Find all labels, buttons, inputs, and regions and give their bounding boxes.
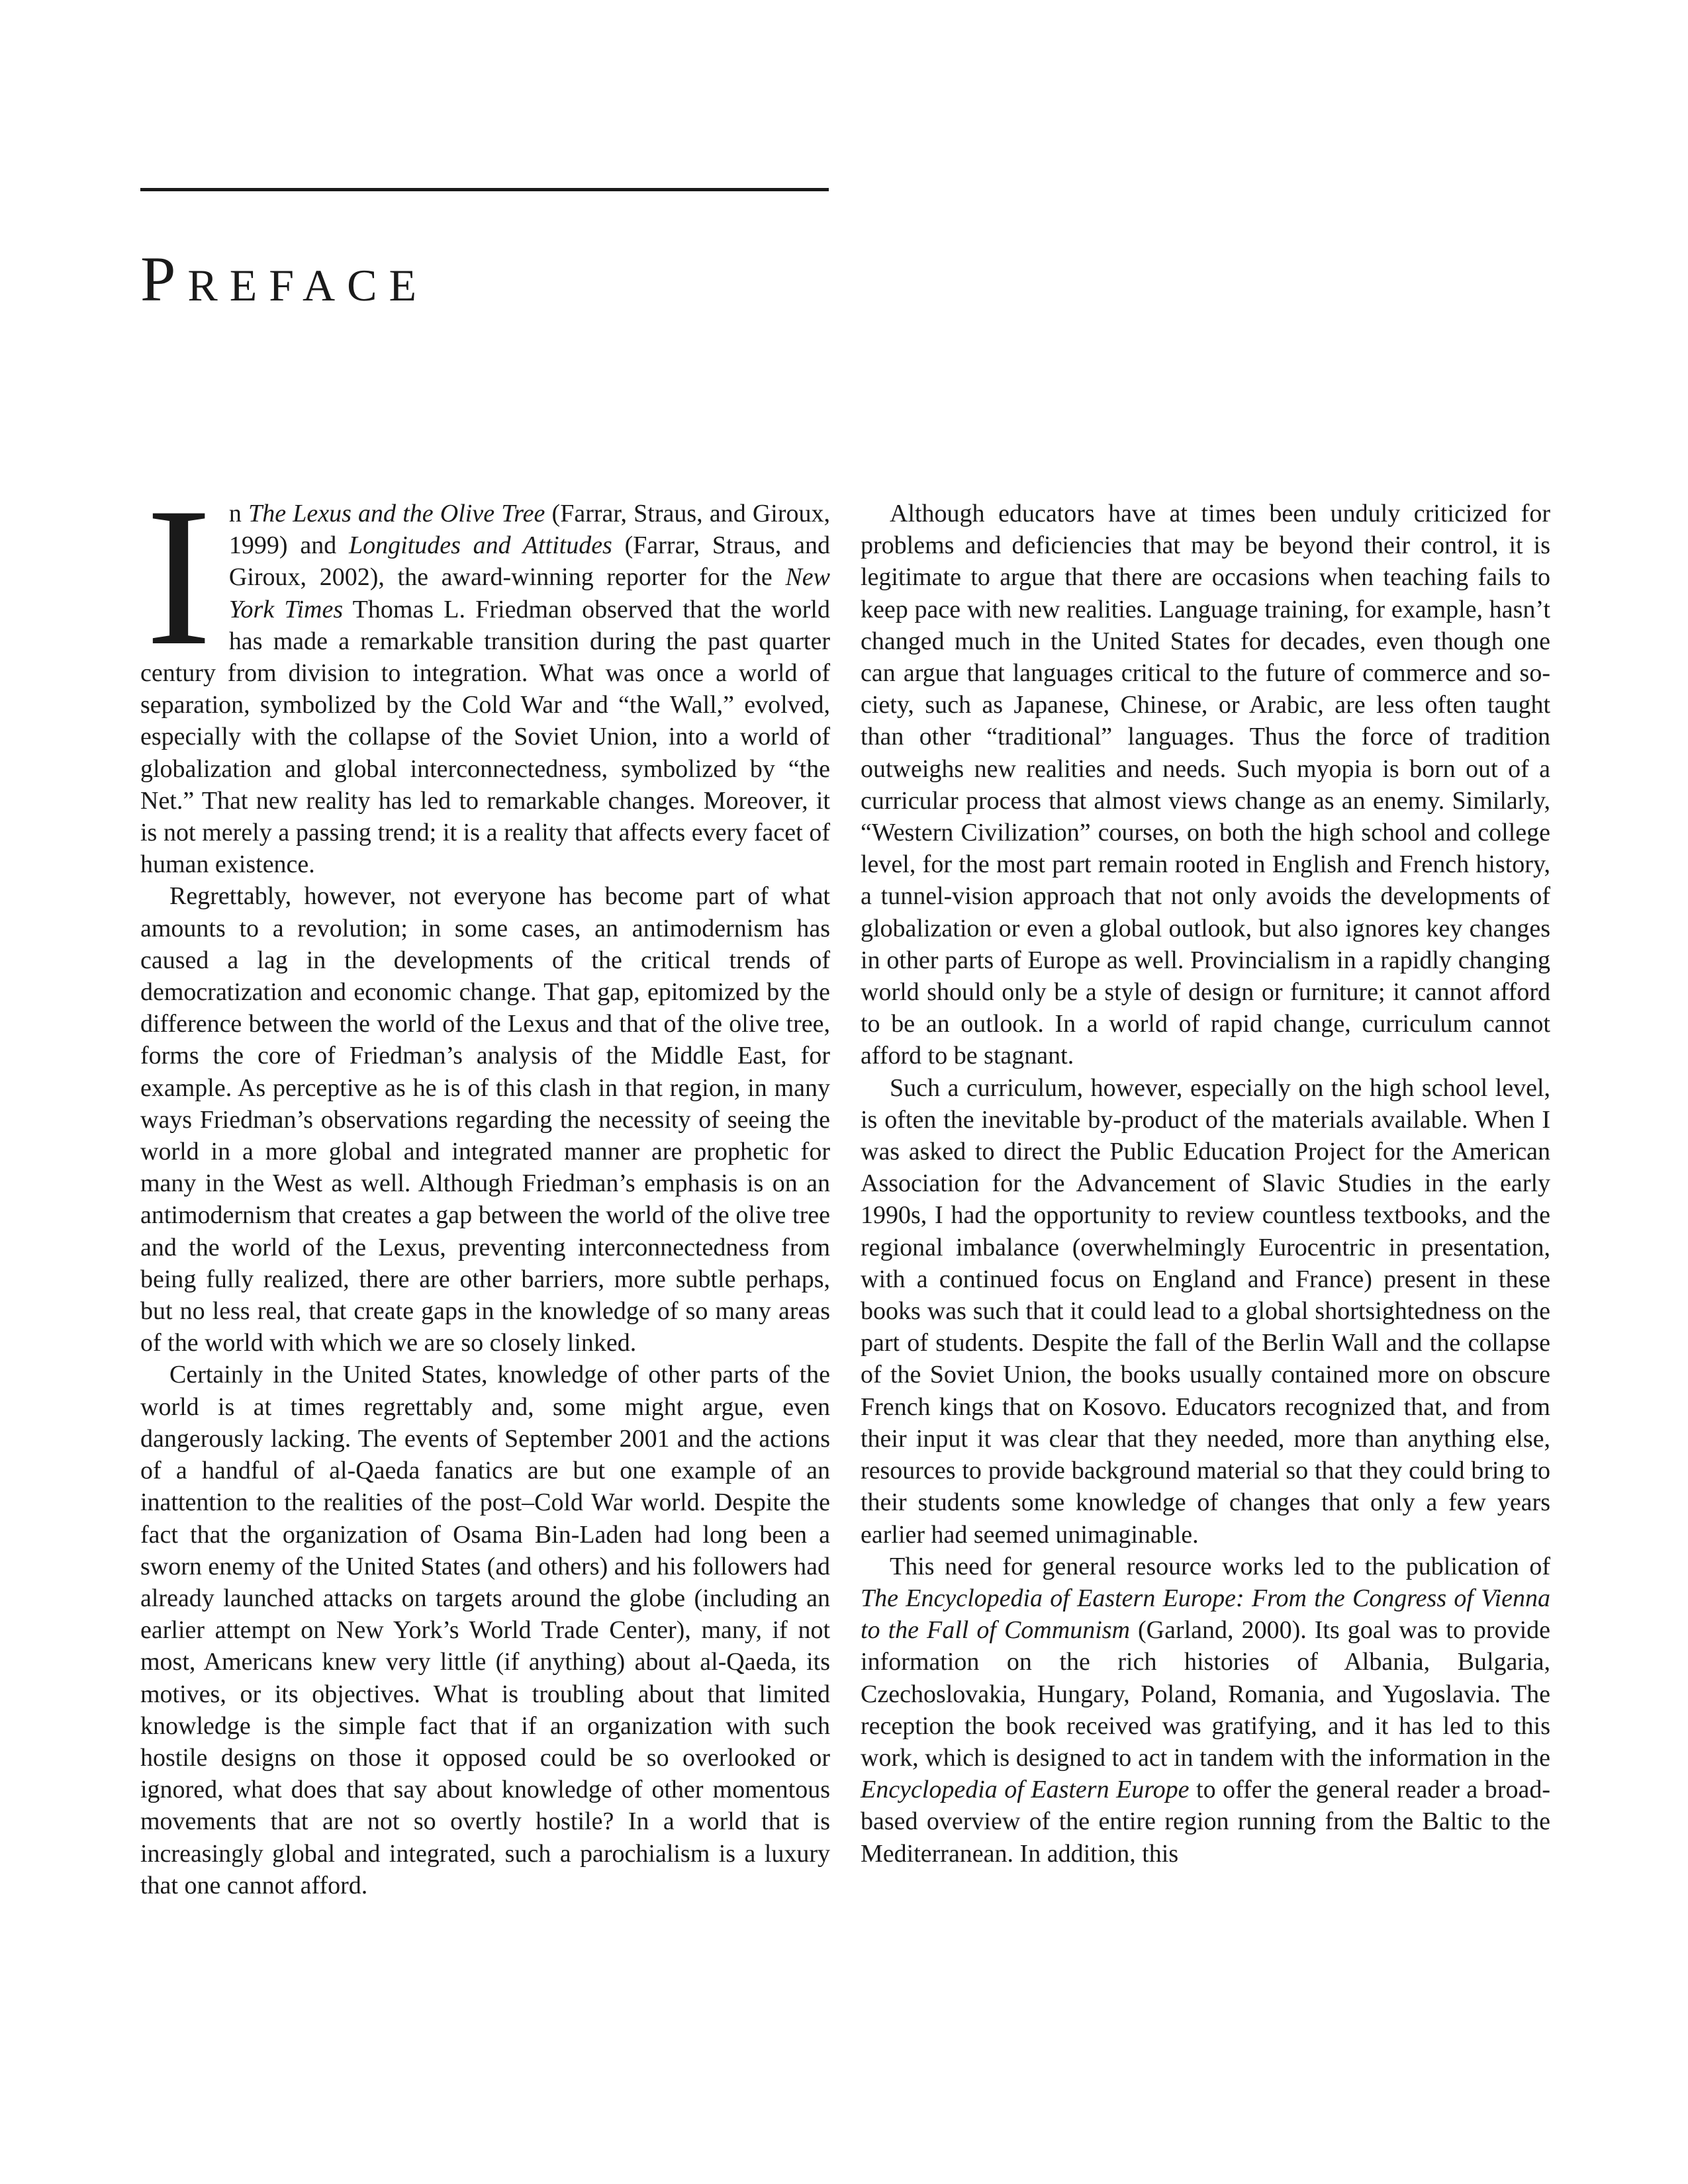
paragraph xyxy=(861,1551,1550,1870)
book-title: Longitudes and Attitudes xyxy=(348,531,612,560)
page-title xyxy=(140,246,428,318)
text-run: (Farrar, Straus, and Giroux, 1999) and xyxy=(228,500,831,560)
paragraph: Although educators have at times been unduly criticized for problems and deficiencies that may be beyond their control, it is legitimate to argue that there are occasions when teaching fails to keep pace with new realities. Language training, for example, hasn’t changed much in the United States for decades, even though one can argue that languages critical to the future of commerce and society, such as Japanese, Chinese, or Arabic, are less often taught than other “traditional” languages. Thus the force of tradition outweighs new realities and needs. Such myopia is born out of a curricular process that almost views change as an enemy. Similarly, “Western Civilization” courses, on both the high school and college level, for the most part remain rooted in English and French history, a tunnel-vision approach that not only avoids the developments of globalization or even a global outlook, but also ignores key changes in other parts of Europe as well. Provincialism in a rapidly changing world should only be a style of design or furniture; it cannot afford to be an outlook. In a world of rapid change, curriculum cannot afford to be stagnant. xyxy=(861,500,1550,1070)
paragraph: Such a curriculum, however, especially on the high school level, is often the inevitable by-product of the materials available. When I was asked to direct the Public Education Project for the American Association for the Advancement of Slavic Studies in the early 1990s, I had the opportunity to review countless textbooks, and the regional imbalance (overwhelmingly Eurocentric in presentation, with a continued focus on England and France) present in these books was such that it could lead to a global shortsightedness on the part of students. Despite the fall of the Berlin Wall and the collapse of the Soviet Union, the books usually contained more on obscure French kings that on Kosovo. Educators recognized that, and from their input it was clear that they needed, more than anything else, resources to provide background material so that they could bring to their students some knowledge of changes that only a few years earlier had seemed unimaginable. xyxy=(861,1073,1550,1549)
left-column xyxy=(140,467,831,1901)
paragraph: Certainly in the United States, knowledge of other parts of the world is at times regrettably and, some might argue, even dangerously lacking. The events of September 2001 and the actions of a handful of al-Qaeda fanatics are but one example of an inattention to the realities of the post–Cold War world. Despite the fact that the organization of Osama Bin-Laden had long been a sworn enemy of the United States (and others) and his followers had already launched attacks on targets around the globe (including an earlier attempt on New York’s World Trade Center), many, if not most, Americans knew very little (if anything) about al-Qaeda, its motives, or its objectives. What is troubling about that limited knowledge is the simple fact that if an organization with such hostile designs on those it opposed could be so overlooked or ignored, what does that say about knowledge of other momentous movements that are not so overtly hostile? In a world that is increasingly global and integrated, such a parochialism is a luxury that one cannot afford. xyxy=(140,1361,830,1899)
book-title: The Encyclopedia of Eastern Europe: From the Congress of Vienna to the Fall of Communism xyxy=(861,1584,1550,1645)
text-run: to offer the general reader a broad-based overview of the entire region running from the Baltic to the Mediterranean. In addition, this xyxy=(861,1776,1550,1868)
book-title: Encyclopedia of Eastern Europe xyxy=(861,1776,1190,1804)
publication-title: New York Times xyxy=(228,563,830,623)
text-run: n xyxy=(228,500,249,527)
text-run: This need for general resource works led to the publication of xyxy=(890,1552,1550,1580)
text-run: (Garland, 2000). Its goal was to provide information on the rich histories of Albania, Bulgaria, Czechoslovakia, Hungary, Poland, Romania, and Yugoslavia. The reception the book received was gratifying, and it has led to this work, which is designed to act in tandem with the information in the xyxy=(861,1616,1550,1772)
text-run: Thomas L. Friedman observed that the world has made a remarkable transition during the past quarter century from division to integration. What was once a world of separation, symbolized by the Cold War and “the Wall,” evolved, especially with the collapse of the Soviet Union, into a world of globalization and global interconnectedness, symbolized by “the Net.” That new reality has led to remarkable changes. Moreover, it is not merely a passing trend; it is a reality that affects every facet of human existence. xyxy=(140,595,830,879)
right-column xyxy=(861,498,1550,1870)
page-title-rest: REFACE xyxy=(187,260,429,310)
book-title: The Lexus and the Olive Tree xyxy=(248,500,545,527)
paragraph xyxy=(140,467,831,880)
page-title-initial: P xyxy=(140,244,188,314)
paragraph: Regrettably, however, not everyone has become part of what amounts to a revolution; in some cases, an antimodernism has caused a lag in the developments of the critical trends of democratization and economic change. That gap, epitomized by the difference between the world of the Lexus and that of the olive tree, forms the core of Friedman’s analysis of the Middle East, for example. As perceptive as he is of this clash in that region, in many ways Friedman’s observations regarding the necessity of seeing the world in a more global and integrated manner are prophetic for many in the West as well. Although Friedman’s emphasis is on an antimodernism that creates a gap between the world of the olive tree and the world of the Lexus, preventing interconnectedness from being fully realized, there are other barriers, more subtle perhaps, but no less real, that create gaps in the knowledge of so many areas of the world with which we are so closely linked. xyxy=(140,882,830,1357)
drop-cap: I xyxy=(146,467,212,686)
text-run: (Farrar, Straus, and Giroux, 2002), the award-winning reporter for the xyxy=(228,531,830,592)
title-rule xyxy=(140,188,829,191)
